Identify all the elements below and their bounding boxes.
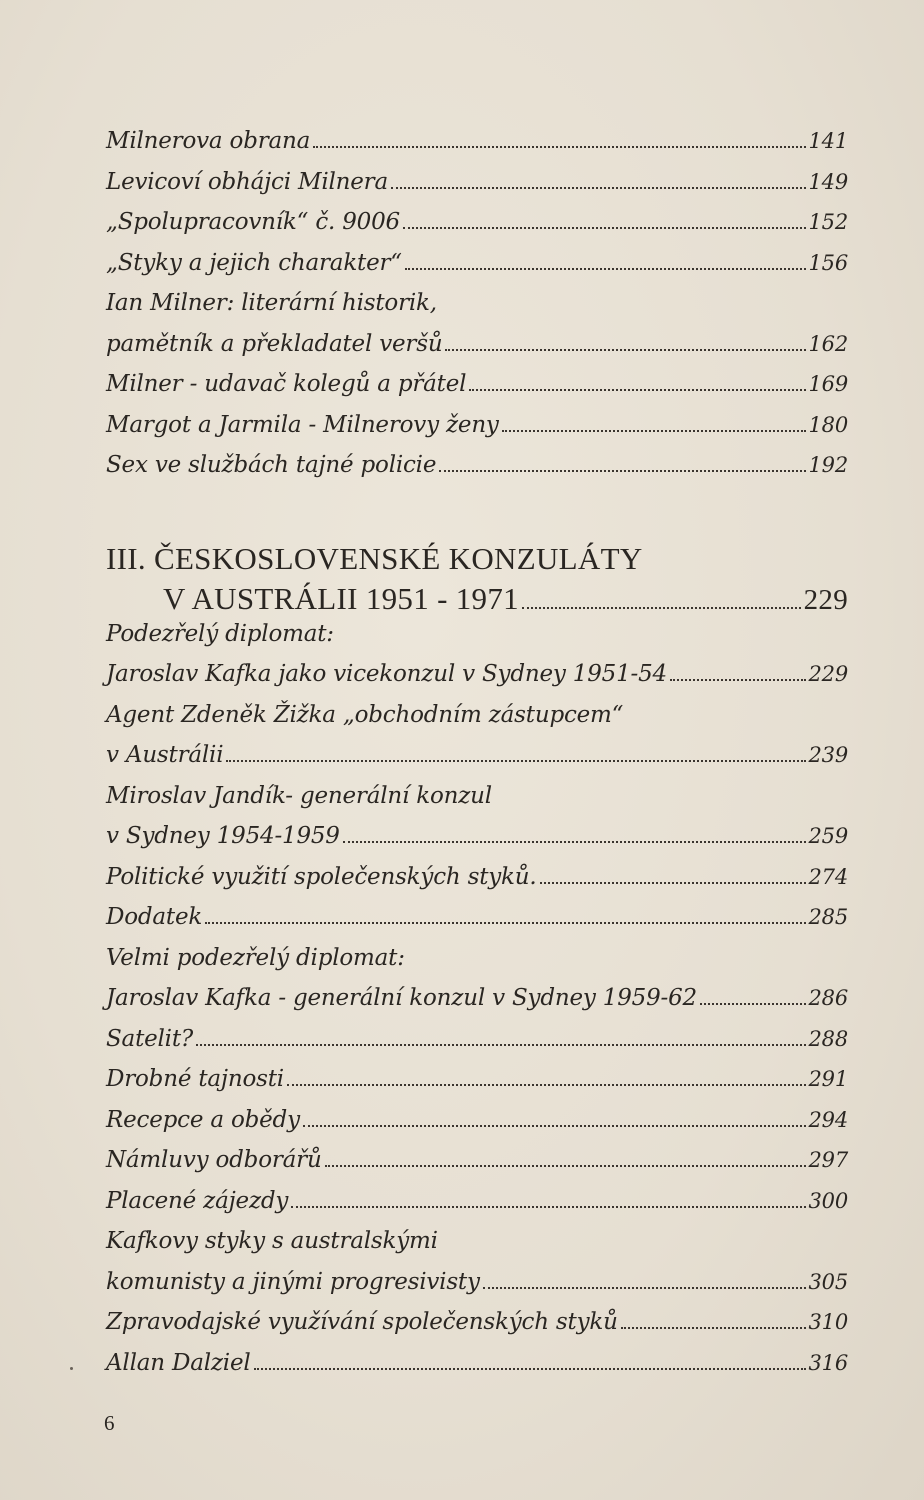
toc-entry-title: Ian Milner: literární historik,: [106, 290, 437, 316]
toc-entry-page-number: 288: [808, 1026, 848, 1051]
toc-entry-title: „Spolupracovník“ č. 9006: [106, 209, 400, 235]
toc-entry-page-number: 274: [808, 864, 848, 889]
toc-entry-page-number: 259: [808, 824, 848, 848]
dot-leader: [483, 1286, 806, 1289]
toc-entry-title: Podezřelý diplomat:: [106, 620, 334, 647]
section-title-line2: V AUSTRÁLII 1951 - 1971: [163, 580, 519, 616]
toc-entry-page-number: 141: [808, 129, 848, 153]
toc-entry: [106, 1228, 848, 1269]
toc-entry-page-number: 291: [808, 1067, 848, 1091]
toc-entry: [106, 128, 848, 169]
toc-entry-title: v Austrálii: [106, 742, 224, 768]
toc-entry-page-number: 169: [808, 372, 848, 396]
toc-entry-title: Satelit?: [106, 1025, 194, 1052]
toc-entry-title: Milner - udavač kolegů a přátel: [106, 371, 467, 397]
dot-leader: [700, 1002, 806, 1005]
toc-entry-page-number: 229: [808, 662, 848, 686]
dot-leader: [405, 267, 806, 270]
toc-entry: [106, 1269, 848, 1310]
toc-entry-page-number: 239: [808, 743, 848, 767]
toc-entry: [106, 985, 848, 1026]
toc-entry-page-number: 285: [808, 905, 848, 929]
toc-entry: [106, 864, 848, 905]
toc-entry-title: Sex ve službách tajné policie: [106, 452, 437, 478]
toc-entry-title: Kafkovy styky s australskými: [106, 1228, 438, 1254]
paper-speck: [70, 1367, 73, 1370]
toc-entry-title: Placené zájezdy: [106, 1187, 289, 1214]
toc-entry-page-number: 286: [808, 986, 848, 1010]
toc-entry: [106, 209, 848, 250]
toc-entry: [106, 290, 848, 331]
dot-leader: [403, 226, 806, 229]
toc-entry-page-number: 180: [808, 412, 848, 437]
toc-entry: [106, 823, 848, 864]
dot-leader: [522, 606, 801, 609]
toc-entry-title: v Sydney 1954-1959: [106, 823, 340, 849]
section-page-number: 229: [803, 583, 848, 616]
toc-entry-page-number: 192: [808, 453, 848, 477]
toc-entry-title: Velmi podezřelý diplomat:: [106, 944, 405, 971]
toc-entry-title: Jaroslav Kafka jako vicekonzul v Sydney 1951-54: [106, 661, 667, 687]
toc-entry: [106, 250, 848, 291]
dot-leader: [287, 1083, 806, 1086]
dot-leader: [670, 678, 806, 681]
dot-leader: [502, 429, 806, 432]
toc-entry-page-number: 162: [808, 331, 848, 356]
section-title-line1: III. ČESKOSLOVENSKÉ KONZULÁTY: [106, 540, 643, 576]
dot-leader: [254, 1367, 806, 1370]
toc-entry-title: Recepce a obědy: [106, 1106, 300, 1133]
toc-entry: [106, 1026, 848, 1067]
toc-entry-title: Milnerova obrana: [106, 128, 311, 154]
toc-entry: [106, 621, 848, 662]
toc-entry: [106, 742, 848, 783]
dot-leader: [469, 388, 805, 391]
toc-entry-page-number: 294: [808, 1107, 848, 1132]
dot-leader: [325, 1164, 806, 1167]
dot-leader: [621, 1326, 806, 1329]
toc-entry-title: Miroslav Jandík- generální konzul: [106, 782, 492, 809]
section-spacer: [106, 493, 848, 541]
toc-entry: [106, 331, 848, 372]
toc-entry: [106, 1309, 848, 1350]
toc-entry: [106, 1147, 848, 1188]
toc-entry-page-number: 305: [808, 1269, 848, 1294]
toc-entry-title: Zpravodajské využívání společenských styků: [106, 1309, 618, 1335]
toc-entry-title: Politické využití společenských styků.: [106, 863, 537, 890]
toc-entry-page-number: 316: [808, 1350, 848, 1375]
toc-entry: [106, 412, 848, 453]
dot-leader: [343, 840, 806, 843]
dot-leader: [291, 1205, 805, 1208]
toc-entry-page-number: 310: [808, 1310, 848, 1334]
toc-entry-title: „Styky a jejich charakter“: [106, 249, 402, 276]
dot-leader: [205, 921, 805, 924]
toc-top-list: [106, 128, 848, 493]
dot-leader: [313, 145, 805, 148]
toc-entry: [106, 1188, 848, 1229]
table-of-contents: [106, 128, 848, 1390]
toc-bottom-list: [106, 621, 848, 1391]
toc-entry: [106, 783, 848, 824]
toc-entry-title: pamětník a překladatel veršů: [106, 330, 443, 357]
toc-entry-page-number: 156: [808, 250, 848, 275]
toc-entry-title: Allan Dalziel: [106, 1349, 251, 1376]
dot-leader: [445, 348, 805, 351]
section-heading-line1: [106, 541, 848, 581]
section-heading-line2: [106, 581, 848, 621]
toc-entry-title: Jaroslav Kafka - generální konzul v Sydney 1959-62: [106, 985, 697, 1011]
toc-entry-title: komunisty a jinými progresivisty: [106, 1268, 480, 1295]
dot-leader: [391, 186, 806, 189]
toc-entry: [106, 1066, 848, 1107]
toc-entry-page-number: 297: [808, 1148, 848, 1172]
toc-entry-title: Námluvy odborářů: [106, 1147, 322, 1173]
dot-leader: [196, 1043, 806, 1046]
toc-entry: [106, 371, 848, 412]
toc-entry-title: Levicoví obhájci Milnera: [106, 168, 388, 195]
toc-entry-title: Margot a Jarmila - Milnerovy ženy: [106, 411, 499, 438]
toc-entry: [106, 1107, 848, 1148]
toc-entry-title: Dodatek: [106, 904, 203, 930]
toc-entry: [106, 945, 848, 986]
dot-leader: [303, 1124, 806, 1127]
toc-entry-page-number: 149: [808, 169, 848, 194]
toc-entry: [106, 452, 848, 493]
toc-entry: [106, 702, 848, 743]
toc-entry: [106, 169, 848, 210]
toc-entry-title: Drobné tajnosti: [106, 1066, 284, 1092]
dot-leader: [439, 469, 805, 472]
toc-entry-page-number: 300: [808, 1188, 848, 1213]
toc-entry: [106, 904, 848, 945]
page-folio: 6: [104, 1411, 115, 1435]
toc-entry-page-number: 152: [808, 210, 848, 234]
toc-entry-title: Agent Zdeněk Žižka „obchodním zástupcem“: [106, 701, 624, 728]
toc-entry: [106, 661, 848, 702]
dot-leader: [226, 759, 805, 762]
toc-entry: [106, 1350, 848, 1391]
dot-leader: [540, 881, 806, 884]
